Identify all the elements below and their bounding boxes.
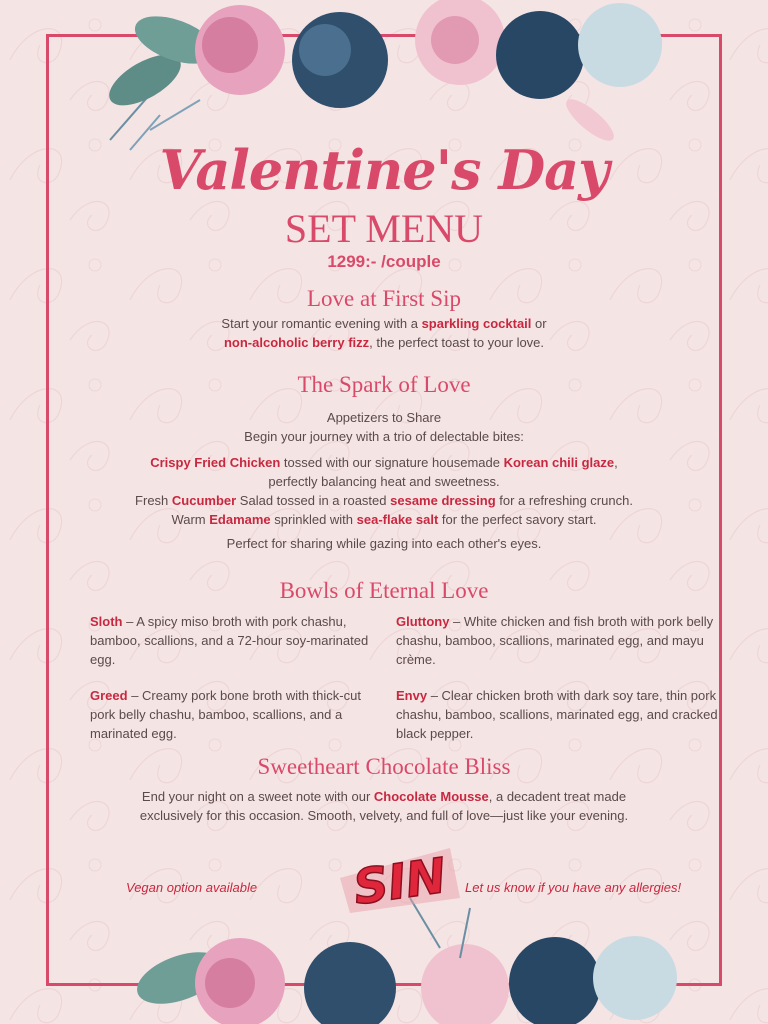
bowl-item: Sloth – A spicy miso broth with pork chashu, bamboo, scallions, and a 72-hour soy-marinated egg. [90, 614, 369, 667]
floral-decoration-top [90, 0, 680, 160]
bowl-item: Gluttony – White chicken and fish broth with pork belly chashu, bamboo, scallions, marinated egg, and mayu crème. [396, 614, 714, 667]
spark-intro: Appetizers to Share Begin your journey with a trio of delectable bites: [244, 410, 524, 444]
page-subtitle: SET MENU [284, 206, 484, 251]
section-title-spark: The Spark of Love [297, 372, 471, 397]
bowl-item: Envy – Clear chicken broth with dark soy tare, thin pork chashu, bamboo, scallions, marinated egg, and cracked black pepper. [396, 688, 718, 741]
bowl-item: Greed – Creamy pork bone broth with thick-cut pork belly chashu, bamboo, scallions, and a marinated egg. [90, 688, 361, 741]
price-label: 1299:- /couple [327, 252, 441, 271]
page-title-script: Valentine's Day [159, 138, 609, 202]
dessert-description: End your night on a sweet note with our Chocolate Mousse, a decadent treat made exclusively for this occasion. Smooth, velvety, and full of love—just like your evening. [139, 789, 629, 823]
section-title-bowls: Bowls of Eternal Love [279, 578, 489, 603]
spark-outro: Perfect for sharing while gazing into each other's eyes. [226, 536, 542, 551]
vegan-note: Vegan option available [126, 880, 258, 895]
logo-text: SIN [350, 847, 450, 917]
section-title-dessert: Sweetheart Chocolate Bliss [257, 754, 511, 779]
section-title-first-sip: Love at First Sip [307, 286, 461, 311]
allergy-note: Let us know if you have any allergies! [465, 880, 682, 895]
spark-appetizers: Crispy Fried Chicken tossed with our signature housemade Korean chili glaze, perfectly balancing heat and sweetness. Fresh Cucumber Salad tossed in a roasted sesame dressing for a refreshing crunch. Warm Edamame sprinkled with sea-flake salt for the perfect savory start. [135, 455, 633, 527]
first-sip-description: Start your romantic evening with a sparkling cocktail or non-alcoholic berry fizz, the perfect toast to your love. [221, 316, 547, 350]
sin-logo [330, 838, 470, 918]
